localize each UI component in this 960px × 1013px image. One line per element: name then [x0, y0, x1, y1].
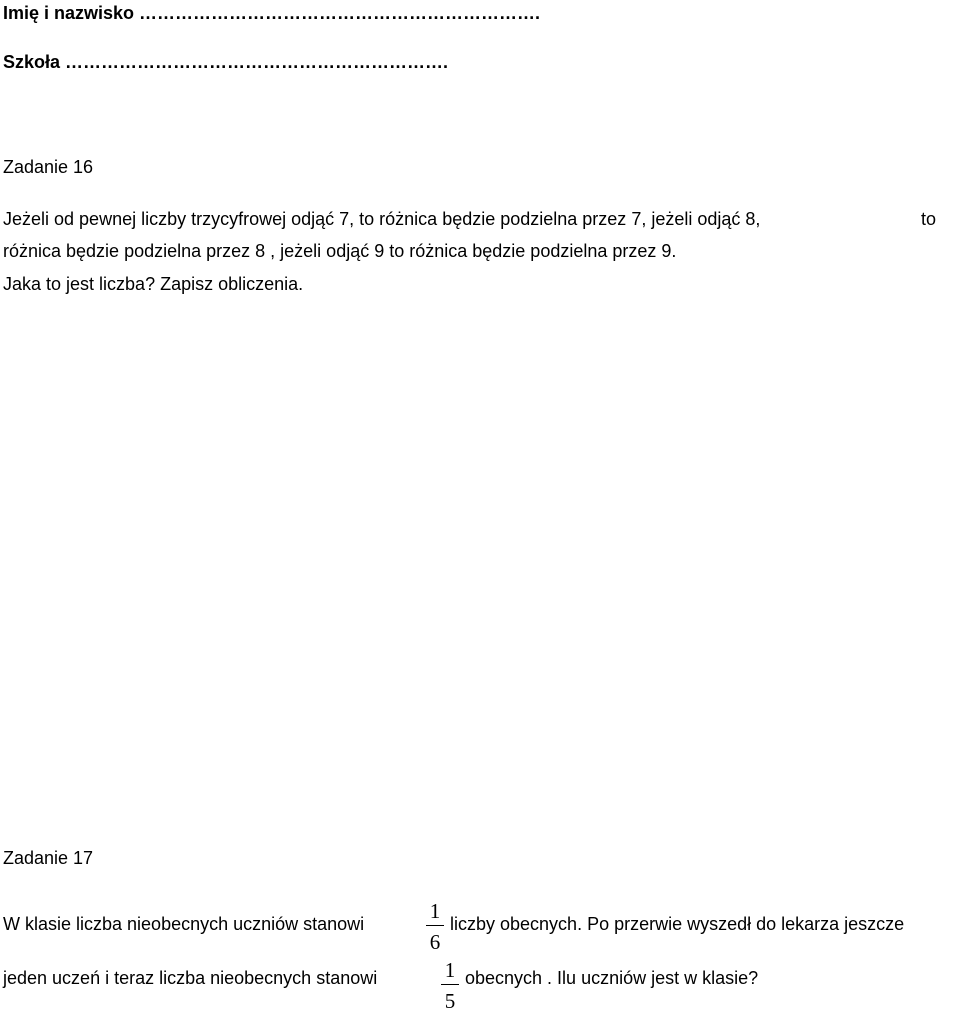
task-17-line-1-after: liczby obecnych. Po przerwie wyszedł do lekarza jeszcze: [450, 914, 905, 934]
fraction-one-fifth: [440, 956, 460, 1012]
fraction-bar: [426, 925, 444, 926]
task-16-line-3: Jaka to jest liczba? Zapisz obliczenia.: [3, 274, 304, 294]
task-16-line-2: różnica będzie podzielna przez 8 , jeżeli odjąć 9 to różnica będzie podzielna przez 9.: [3, 241, 677, 261]
fraction-one-sixth: [425, 897, 445, 957]
task-17-line-2-before: jeden uczeń i teraz liczba nieobecnych stanowi: [3, 968, 378, 988]
fraction-numerator: 1: [444, 958, 456, 982]
fraction-denominator: 5: [444, 989, 456, 1013]
task-16-line-1: Jeżeli od pewnej liczby trzycyfrowej odjąć 7, to różnica będzie podzielna przez 7, jeżeli odjąć 8,: [3, 209, 761, 229]
task-16-line-1-end: to: [921, 209, 937, 229]
task-17-line-1-before: W klasie liczba nieobecnych uczniów stanowi: [3, 914, 365, 934]
school-line: Szkoła ……………………………………………………….: [3, 52, 449, 72]
task-17-line-2-after: obecnych . Ilu uczniów jest w klasie?: [465, 968, 759, 988]
fraction-bar: [441, 984, 459, 985]
task-16-title: Zadanie 16: [3, 157, 94, 177]
fraction-numerator: 1: [429, 899, 441, 923]
name-line: Imię i nazwisko ………………………………………………………….: [3, 3, 541, 23]
fraction-denominator: 6: [429, 930, 441, 954]
task-17-title: Zadanie 17: [3, 848, 94, 868]
